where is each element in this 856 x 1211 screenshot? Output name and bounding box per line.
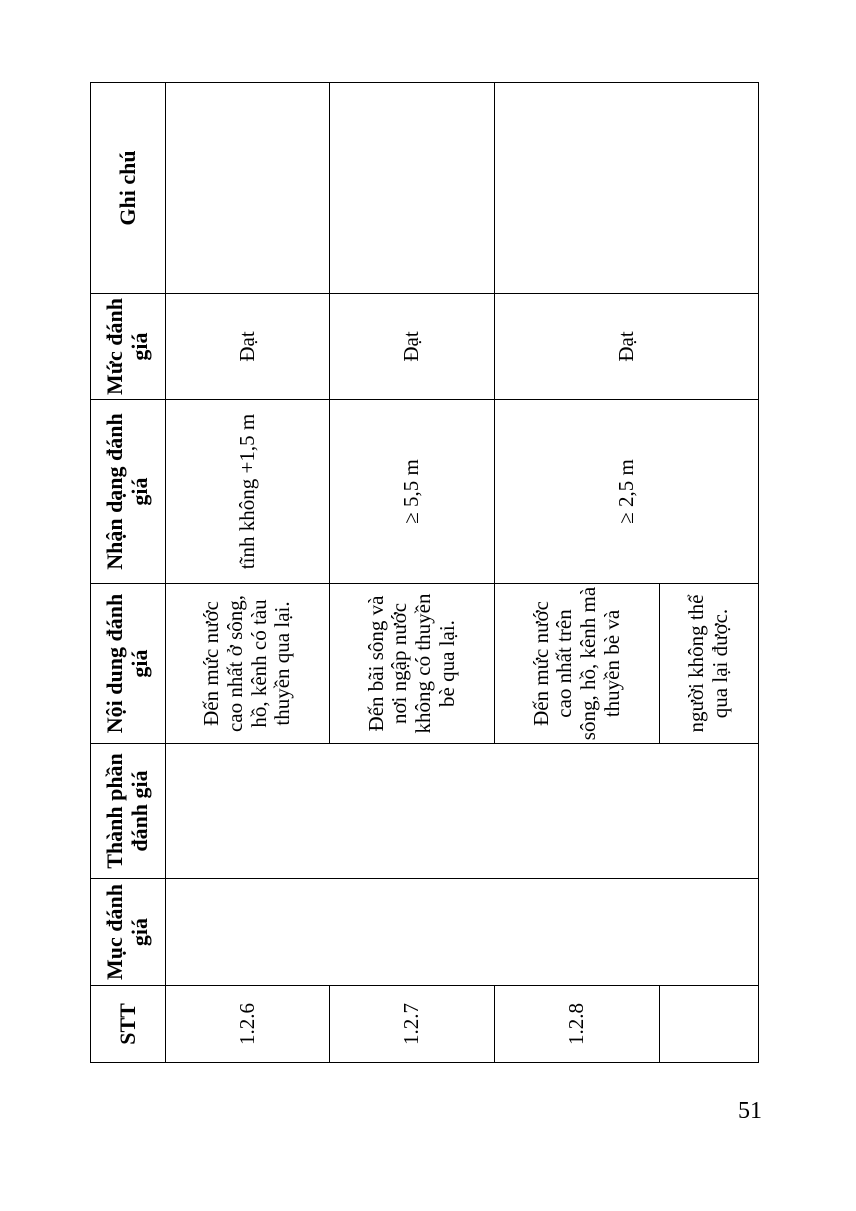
cell-ghi-chu-empty bbox=[495, 83, 759, 294]
cell-nhan-dang: tĩnh không +1,5 m bbox=[166, 400, 330, 584]
cell-muc-danh-gia: Đạt bbox=[166, 294, 330, 400]
table-row bbox=[166, 83, 330, 1063]
cell-stt: 1.2.7 bbox=[330, 986, 495, 1063]
cell-ghi-chu-empty bbox=[330, 83, 495, 294]
cell-noi-dung: Đến mức nước cao nhất ở sông, hồ, kênh có tàu thuyền qua lại. bbox=[166, 584, 330, 744]
header-muc: Mức đánh giá bbox=[91, 294, 166, 400]
page-number: 51 bbox=[738, 1098, 762, 1124]
cell-stt: 1.2.6 bbox=[166, 986, 330, 1063]
cell-nhan-dang: ≥ 2,5 m bbox=[495, 400, 759, 584]
cell-nhan-dang: ≥ 5,5 m bbox=[330, 400, 495, 584]
cell-ghi-chu-empty bbox=[166, 83, 330, 294]
cell-noi-dung: người không thể qua lại được. bbox=[660, 584, 759, 744]
cell-muc-danh-gia: Đạt bbox=[495, 294, 759, 400]
rotated-table bbox=[90, 83, 758, 1063]
cell-thanh-phan-empty bbox=[166, 744, 759, 879]
cell-muc-empty bbox=[166, 879, 759, 986]
cell-muc-danh-gia: Đạt bbox=[330, 294, 495, 400]
header-noi-dung: Nội dung đánh giá bbox=[91, 584, 166, 744]
header-nhan-dang: Nhận dạng đánh giá bbox=[91, 400, 166, 584]
cell-stt: 1.2.8 bbox=[495, 986, 660, 1063]
header-thanh-phan: Thành phần đánh giá bbox=[91, 744, 166, 879]
evaluation-table bbox=[90, 82, 759, 1063]
cell-noi-dung: Đến mức nước cao nhất trên sông, hồ, kênh mà thuyền bè và bbox=[495, 584, 660, 744]
rotated-table-container bbox=[90, 83, 758, 1063]
cell-stt-empty bbox=[660, 986, 759, 1063]
header-ghi-chu: Ghi chú bbox=[91, 83, 166, 294]
cell-noi-dung: Đến bãi sông và nơi ngập nước không có thuyền bè qua lại. bbox=[330, 584, 495, 744]
table-header-row bbox=[91, 83, 166, 1063]
header-muc-danh-gia: Mục đánh giá bbox=[91, 879, 166, 986]
header-stt: STT bbox=[91, 986, 166, 1063]
